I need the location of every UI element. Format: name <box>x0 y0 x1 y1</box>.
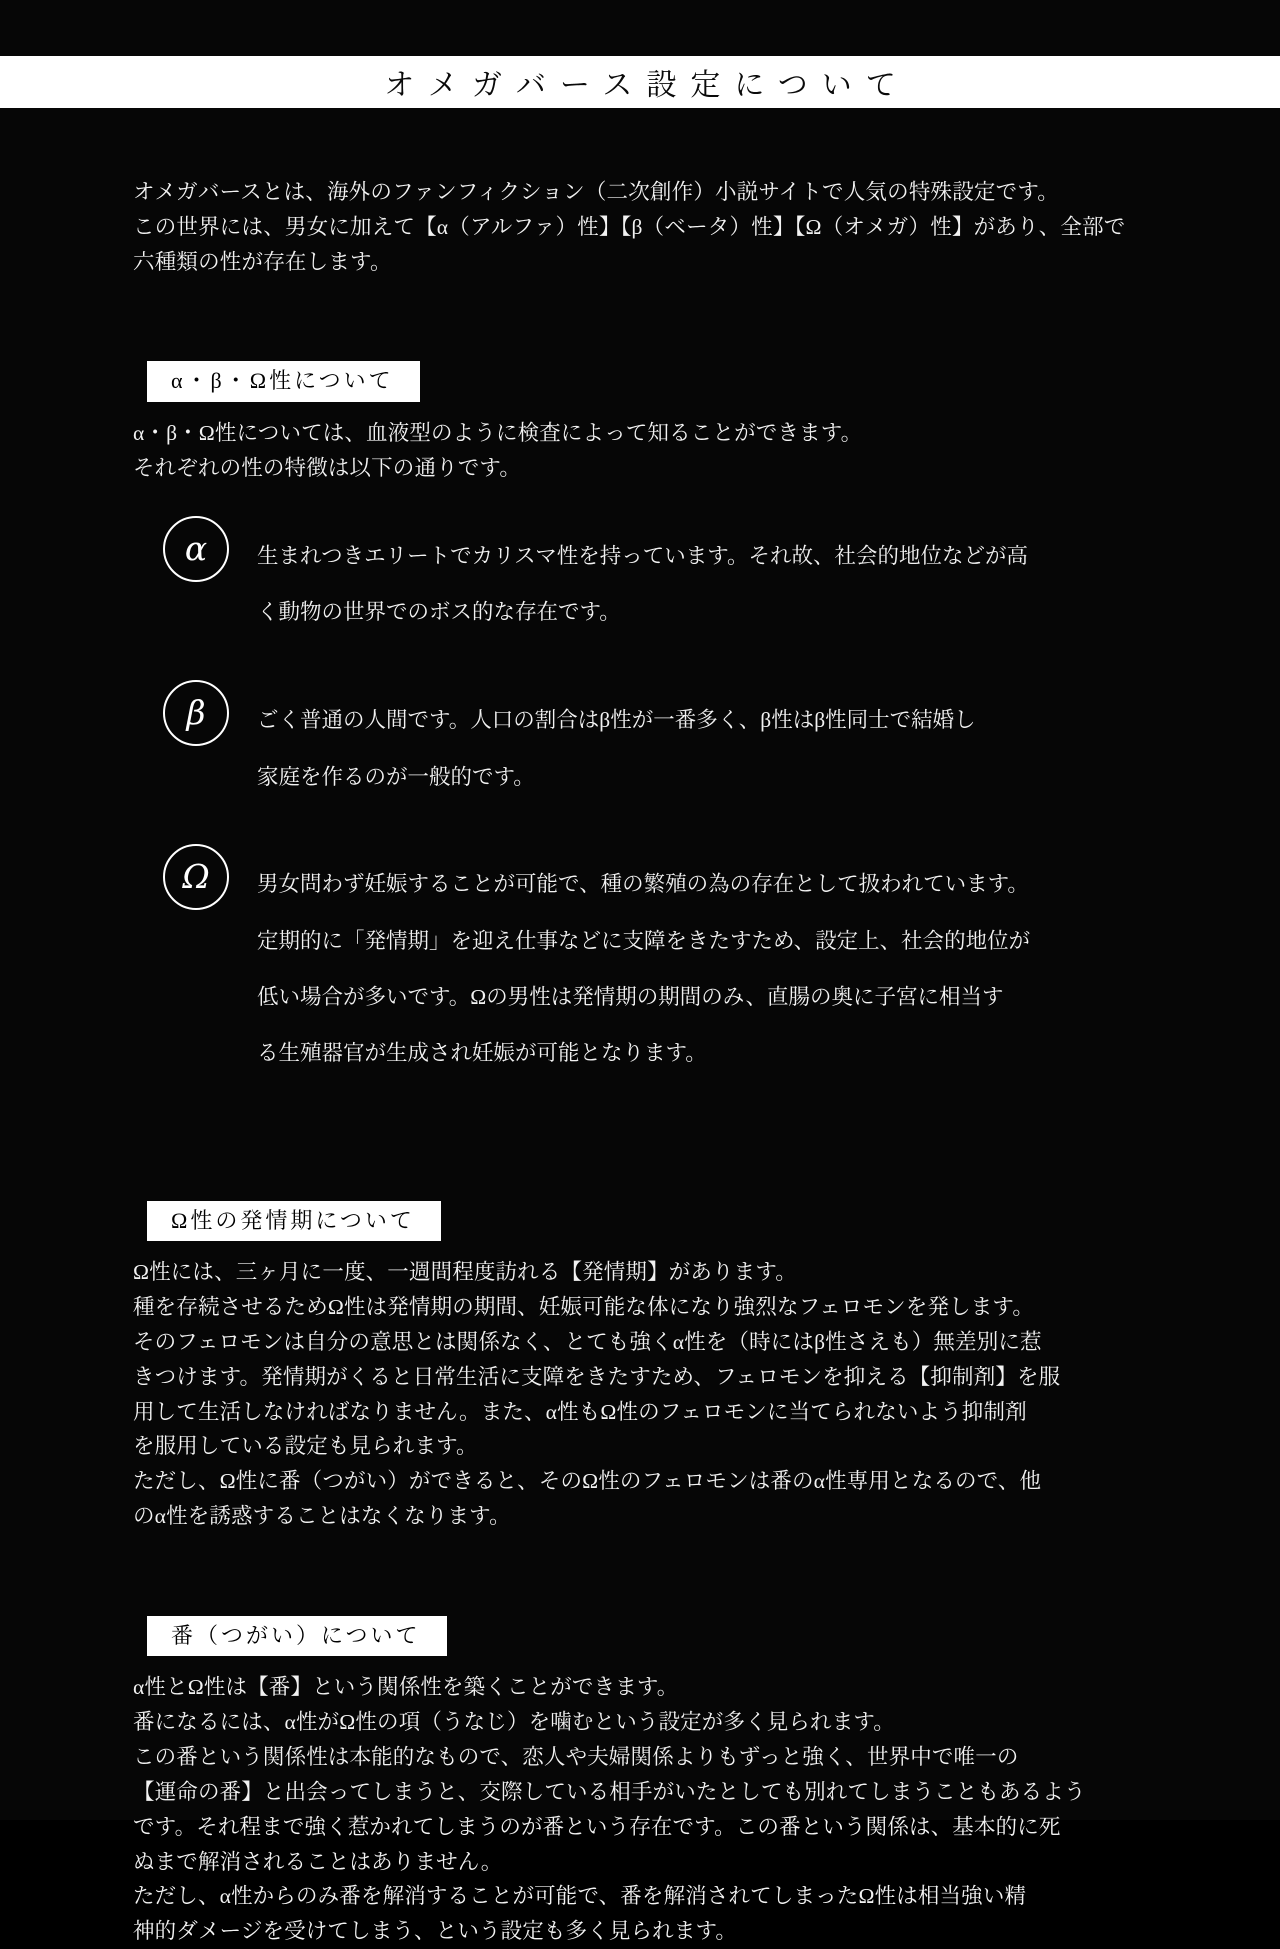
body-line: そのフェロモンは自分の意思とは関係なく、とても強くα性を（時にはβ性さえも）無差別に惹 <box>133 1329 1042 1354</box>
body-line: この番という関係性は本能的なもので、恋人や夫婦関係よりもずっと強く、世界中で唯一の <box>133 1745 1019 1770</box>
trait-line: 生まれつきエリートでカリスマ性を持っています。それ故、社会的地位などが高 <box>257 544 1028 569</box>
trait-line: 低い場合が多いです。Ωの男性は発情期の期間のみ、直腸の奥に子宮に相当す <box>257 985 1004 1010</box>
trait-row-alpha <box>163 514 1153 652</box>
section-lead-line: それぞれの性の特徴は以下の通りです。 <box>133 455 521 480</box>
body-line: α性とΩ性は【番】という関係性を築くことができます。 <box>133 1675 679 1700</box>
beta-symbol-icon: β <box>163 680 229 746</box>
body-line: を服用している設定も見られます。 <box>133 1434 478 1459</box>
body-line: ただし、α性からのみ番を解消することが可能で、番を解消されてしまったΩ性は相当強い精 <box>133 1884 1027 1909</box>
intro-line: オメガバースとは、海外のファンフィクション（二次創作）小説サイトで人気の特殊設定です。 <box>133 180 1060 204</box>
omega-symbol-icon: Ω <box>163 844 229 910</box>
alpha-symbol-icon: α <box>163 516 229 582</box>
intro-paragraph <box>133 175 1153 279</box>
page-title: オメガバース設定について <box>384 69 910 102</box>
body-line: のα性を誘惑することはなくなります。 <box>133 1504 511 1529</box>
intro-line: 六種類の性が存在します。 <box>133 249 392 274</box>
section-body <box>133 1255 1153 1534</box>
trait-line: 定期的に「発情期」を迎え仕事などに支障をきたすため、設定上、社会的地位が <box>257 928 1031 953</box>
section-heading: 番（つがい）について <box>147 1616 447 1657</box>
trait-row-beta <box>163 678 1153 816</box>
trait-line: 家庭を作るのが一般的です。 <box>257 764 535 789</box>
trait-list <box>163 514 1153 1093</box>
section-heading: Ω性の発情期について <box>147 1201 441 1242</box>
body-line: 神的ダメージを受けてしまう、という設定も多く見られます。 <box>133 1919 738 1944</box>
body-line: 種を存続させるためΩ性は発情期の期間、妊娠可能な体になり強烈なフェロモンを発します。 <box>133 1295 1034 1320</box>
body-line: ぬまで解消されることはありません。 <box>133 1849 503 1874</box>
section-mating-bond <box>133 1616 1153 1949</box>
section-omega-heat <box>133 1201 1153 1534</box>
document-content <box>133 175 1153 1949</box>
trait-row-omega <box>163 842 1153 1093</box>
body-line: です。それ程まで強く惹かれてしまうのが番という存在です。この番という関係は、基本的に死 <box>133 1814 1061 1839</box>
trait-description <box>257 842 1030 1093</box>
body-line: 用して生活しなければなりません。また、α性もΩ性のフェロモンに当てられないよう抑制剤 <box>133 1399 1027 1424</box>
section-lead-line: α・β・Ω性については、血液型のように検査によって知ることができます。 <box>133 420 863 445</box>
trait-line: ごく普通の人間です。人口の割合はβ性が一番多く、β性はβ性同士で結婚し <box>257 708 976 733</box>
intro-line: この世界には、男女に加えて【α（アルファ）性】【β（ベータ）性】【Ω（オメガ）性】があり、全部で <box>133 214 1126 239</box>
section-abo-types <box>133 361 1153 1092</box>
section-heading: α・β・Ω性について <box>147 361 420 402</box>
body-line: きつけます。発情期がくると日常生活に支障をきたすため、フェロモンを抑える【抑制剤】を服 <box>133 1364 1061 1389</box>
body-line: Ω性には、三ヶ月に一度、一週間程度訪れる【発情期】があります。 <box>133 1260 797 1285</box>
body-line: 【運命の番】と出会ってしまうと、交際している相手がいたとしても別れてしまうこともあるよう <box>133 1779 1086 1804</box>
section-lead <box>133 416 1153 486</box>
trait-line: く動物の世界でのボス的な存在です。 <box>257 600 621 625</box>
trait-line: る生殖器官が生成され妊娠が可能となります。 <box>257 1041 707 1066</box>
body-line: ただし、Ω性に番（つがい）ができると、そのΩ性のフェロモンは番のα性専用となるので、他 <box>133 1469 1042 1494</box>
trait-line: 男女問わず妊娠することが可能で、種の繁殖の為の存在として扱われています。 <box>257 872 1029 897</box>
trait-description <box>257 514 1028 652</box>
section-body <box>133 1670 1153 1949</box>
trait-description <box>257 678 976 816</box>
body-line: 番になるには、α性がΩ性の項（うなじ）を噛むという設定が多く見られます。 <box>133 1710 895 1735</box>
title-banner <box>0 56 1280 108</box>
